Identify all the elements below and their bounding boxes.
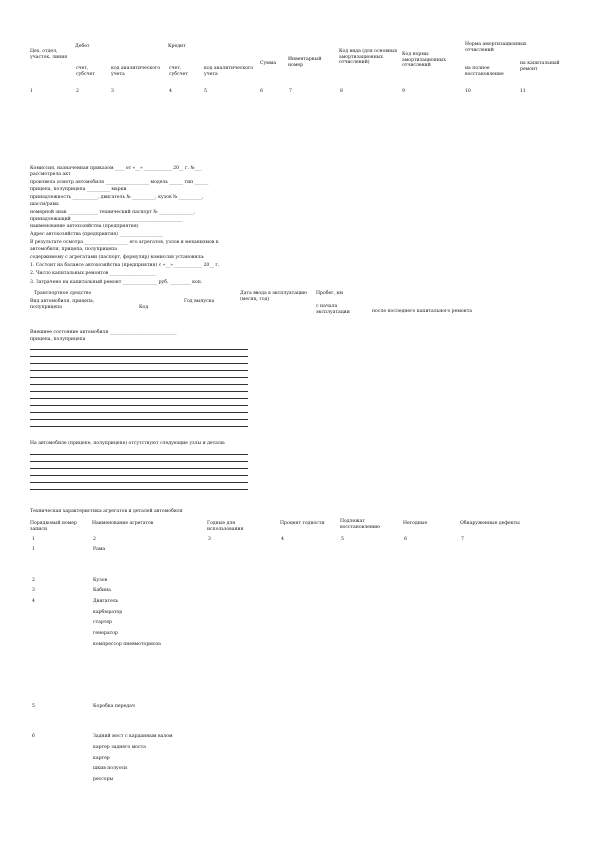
header-usable: Годные для использования [207,521,244,532]
blank-line [30,398,248,399]
exterior-subtitle: прицепа, полуприцепа [30,337,86,342]
header-mileage-start: с начала эксплуатации [316,304,350,315]
blank-line [30,489,248,490]
form-line: наименование автохозяйства (предприятия) [30,224,139,229]
header-commissioning-date: Дата ввода в эксплуатацию (месяц, год) [240,291,307,302]
header-record-number: Порядковый номер записи [30,521,77,532]
header-code: Код [139,305,149,310]
blank-line [30,384,248,385]
transport-title: Транспортное средство [34,291,92,296]
tech-title: Техническая характеристика агрегатов и деталей автомобиля [30,509,183,514]
commission-line: Комиссия, назначенная приказом ____ от «__» ____________ 20__ г. №___ [30,166,202,171]
blank-line [30,349,248,350]
col-number: 8 [340,89,343,94]
col-number: 4 [169,89,172,94]
form-line: 2. Число капитальных ремонтов ____________________ [30,271,156,276]
form-line: принадлежащий ________________________________________________ [30,217,183,222]
header-norm-code: Код нормы амортизационных отчислений [402,52,447,69]
header-mileage-repair: после последнего капитального ремонта [372,309,473,314]
row-number: 1 [32,547,35,552]
header-okof: Код вида (для основных амортизационных отчислений) [339,49,398,66]
col-number: 11 [520,89,526,94]
row-unit-name: картер [93,756,110,761]
row-unit-name: Задний мост с карданным валом [93,734,173,739]
header-debet: Дебет [75,44,90,49]
blank-line [30,461,248,462]
col-number: 3 [111,89,114,94]
row-number: 6 [32,734,35,739]
blank-line [30,454,248,455]
form-line: прицепа, полуприцепа __________ марки [30,187,127,192]
row-unit-name: Коробка передач [93,704,135,709]
row-number: 4 [32,599,35,604]
col-number: 2 [76,89,79,94]
blank-line [30,391,248,392]
form-line: содержимому с агрегатами (паспорт, формуляр) комиссия установила: [30,255,205,260]
blank-line [30,405,248,406]
col-number: 6 [404,537,407,542]
blank-line [30,482,248,483]
col-number: 7 [289,89,292,94]
form-line: Адрес автохозяйства (предприятия) ___________________ [30,232,164,237]
col-number: 9 [402,89,405,94]
row-unit-name: Кабина [93,588,111,593]
header-debet-account: счет, субсчет [76,66,95,77]
col-number: 3 [208,537,211,542]
form-line: шасси/рама [30,202,59,207]
header-sum: Сумма [260,61,277,66]
header-restore: Подлежат восстановлению [340,519,380,530]
blank-line [30,370,248,371]
col-number: 4 [281,537,284,542]
col-number: 10 [465,89,471,94]
row-unit-name: шкив полуоси [93,766,128,771]
header-cap-repair: на капитальный ремонт [520,61,560,72]
row-unit-name: рессоры [93,777,114,782]
row-unit-name: Кузов [93,578,108,583]
form-line: принадлежность ___________, двигатель № __________, кузов № __________, [30,195,204,200]
row-number: 3 [32,588,35,593]
header-unusable: Негодные [403,521,428,526]
form-line: В результате осмотра ___________________ его агрегатов, узлов и механизмов к [30,240,219,245]
header-kredit: Кредит [168,44,186,49]
col-number: 1 [30,89,33,94]
header-vehicle-type: Вид автомобиля, прицепа, полуприцепа [30,299,95,310]
col-number: 5 [341,537,344,542]
form-line: номерной знак _____________ технический паспорт № _______________, [30,210,195,215]
row-unit-name: Двигатель [93,599,119,604]
row-unit-name: карбюратор [93,610,123,615]
form-line: автомобиля, прицепа, полуприцепа [30,247,117,252]
row-unit-name: компрессор пневмотормоза [93,642,161,647]
header-defects: Обнаруженные дефекты [460,521,520,526]
missing-title: На автомобиле (прицепе, полуприцепе) отсутствуют следующие узлы и детали: [30,441,226,446]
col-number: 1 [32,537,35,542]
row-unit-name: генератор [93,631,118,636]
header-full-restore: на полное восстановление [465,66,504,77]
blank-line [30,363,248,364]
header-inventory: Инвентарный номер [288,57,322,68]
form-line: произвела осмотр автомобиля ___________________ модель ______ тип ______ [30,180,209,185]
form-line: 1. Состоит на балансе автохозяйства (предприятия) с «__» ____________ 20__ г. [30,263,220,268]
header-kredit-analytic: код аналитического учета [204,66,254,77]
header-workshop: Цех, отдел, участок, линия [30,49,68,60]
col-number: 2 [93,537,96,542]
blank-line [30,356,248,357]
blank-line [30,419,248,420]
row-number: 5 [32,704,35,709]
col-number: 7 [461,537,464,542]
blank-line [30,412,248,413]
header-year: Год выпуска [184,299,215,304]
row-unit-name: стартер [93,620,112,625]
blank-line [30,475,248,476]
blank-line [30,377,248,378]
form-line: рассмотрела акт [30,172,71,177]
col-number: 6 [260,89,263,94]
blank-line [30,426,248,427]
exterior-title: Внешнее состояние автомобиля _____________________________ [30,330,177,335]
header-debet-analytic: код аналитического учета [111,66,161,77]
form-line: 3. Затрачено на капитальный ремонт _______________ руб. _________ коп. [30,280,203,285]
row-unit-name: картер заднего моста [93,745,146,750]
row-unit-name: Рама [93,547,106,552]
col-number: 5 [204,89,207,94]
blank-line [30,468,248,469]
header-norm: Норма амортизационных отчислений [465,42,527,53]
row-number: 2 [32,578,35,583]
header-mileage: Пробег, км [316,291,343,296]
header-kredit-account: счет, субсчет [169,66,188,77]
header-percent: Процент годности [280,521,325,526]
header-unit-name: Наименование агрегатов [92,521,154,526]
